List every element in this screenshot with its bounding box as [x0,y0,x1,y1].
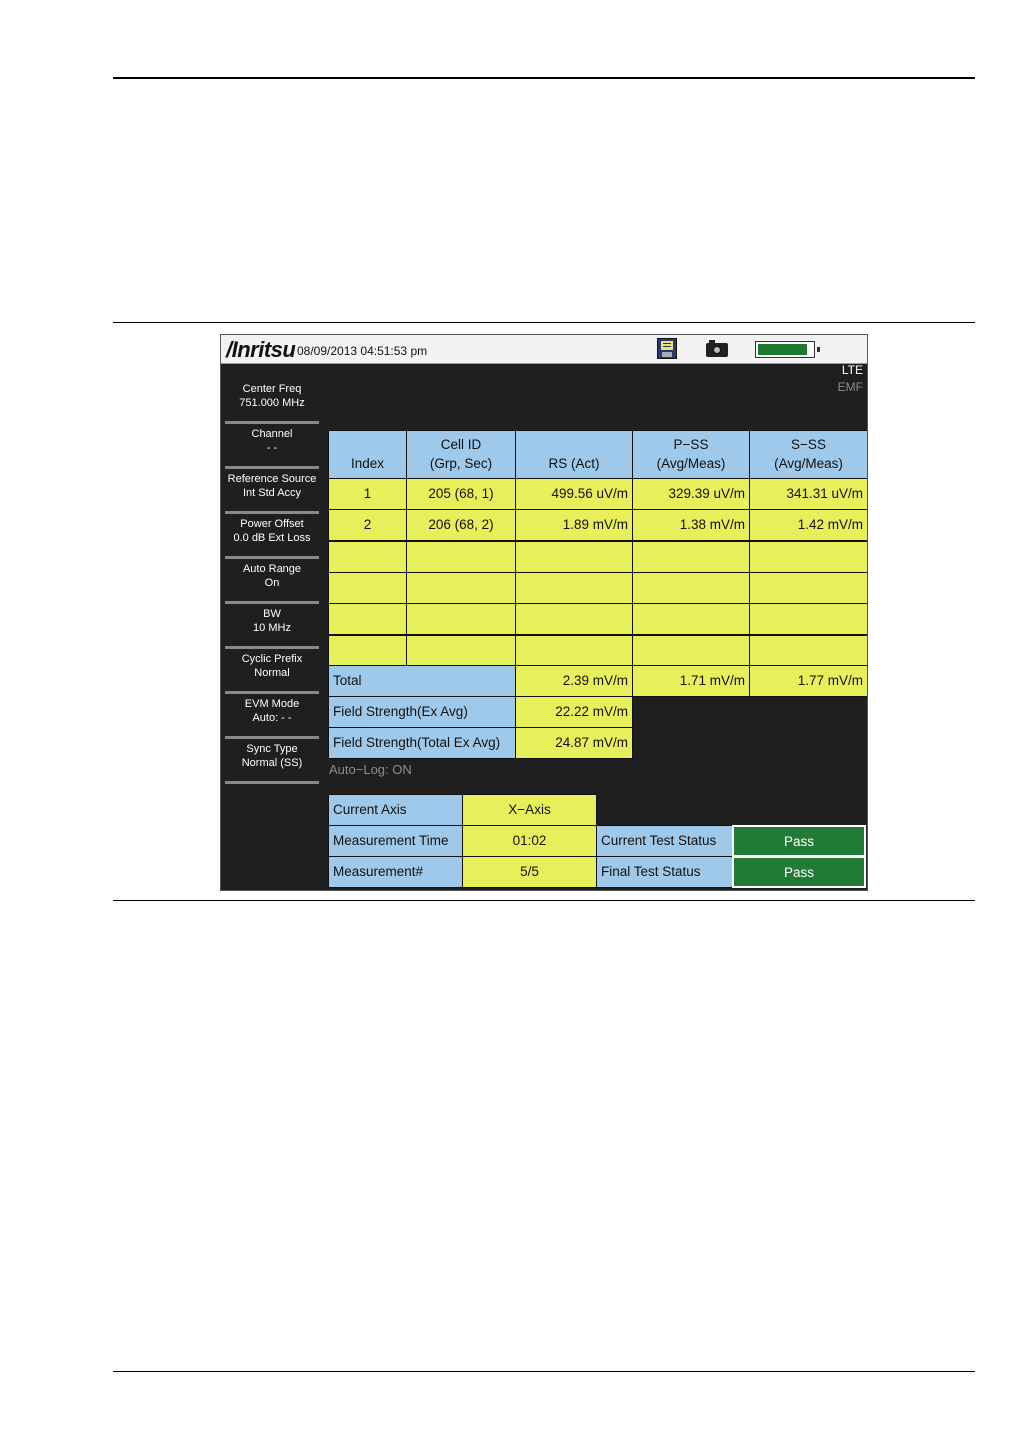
table-cell [749,572,868,604]
save-icon[interactable] [657,338,677,359]
current-axis-value: X−Axis [462,794,597,826]
side-key-value: Int Std Accy [242,487,302,499]
column-header-line1: Cell ID [440,437,482,452]
table-cell: 499.56 uV/m [515,478,633,510]
figure-bottom-rule [113,900,975,901]
side-key-value: Auto: - - [252,712,292,724]
final-test-status-label: Final Test Status [596,856,733,888]
table-cell [632,603,750,635]
side-key-value: Normal [254,667,290,679]
page-top-rule [113,77,975,79]
total-pss-value: 1.71 mV/m [632,665,750,697]
table-cell [515,635,633,667]
column-header-line2: (Grp, Sec) [429,456,493,471]
table-cell [515,572,633,604]
side-key-value: 0.0 dB Ext Loss [233,532,311,544]
column-header [515,430,633,479]
table-cell [749,541,868,573]
side-key-reference-source[interactable] [225,472,319,514]
side-key-center-freq[interactable] [225,382,319,424]
table-cell [328,635,407,667]
table-cell [328,603,407,635]
column-header [406,430,516,479]
table-cell [406,541,516,573]
table-cell: 1 [328,478,407,510]
table-cell [515,541,633,573]
table-cell: 329.39 uV/m [632,478,750,510]
mode-standard: LTE [841,363,863,377]
table-cell [632,541,750,573]
side-key-label: Power Offset [240,518,304,530]
current-test-status-badge: Pass [732,825,866,857]
column-header-line1 [329,435,406,454]
side-key-value: 10 MHz [253,622,291,634]
side-key-channel[interactable] [225,427,319,469]
table-cell [328,541,407,573]
table-cell [406,635,516,667]
page-footer-rule [113,1371,975,1372]
title-bar [221,335,867,364]
column-header-line1: P−SS [673,437,709,452]
table-cell [749,603,868,635]
column-header-line2: Index [350,456,385,471]
brand-logo: /Inritsu [226,337,296,362]
column-header [632,430,750,479]
table-cell: 1.38 mV/m [632,509,750,541]
side-key-value: - - [266,442,278,454]
table-cell: 1.42 mV/m [749,509,868,541]
table-cell: 1.89 mV/m [515,509,633,541]
figure-top-rule [113,322,975,323]
side-key-power-offset[interactable] [225,517,319,559]
measurement-time-value: 01:02 [462,825,597,857]
current-axis-label: Current Axis [328,794,463,826]
field-strength-ex-avg-label: Field Strength(Ex Avg) [328,696,516,728]
camera-icon[interactable] [706,343,728,357]
side-key-sync-type[interactable] [225,742,319,784]
side-key-label: Center Freq [242,383,302,395]
battery-icon [755,341,815,358]
table-cell [515,603,633,635]
side-key-label: EVM Mode [244,698,300,710]
column-header-line1 [516,435,632,454]
side-key-label: Sync Type [246,743,298,755]
table-cell [749,635,868,667]
table-cell: 341.31 uV/m [749,478,868,510]
column-header-line1: S−SS [791,437,826,452]
field-strength-total-ex-avg-label: Field Strength(Total Ex Avg) [328,727,516,759]
side-key-bw[interactable] [225,607,319,649]
side-key-auto-range[interactable] [225,562,319,604]
table-cell: 206 (68, 2) [406,509,516,541]
current-test-status-label: Current Test Status [596,825,733,857]
date-time: 08/09/2013 04:51:53 pm [297,344,428,358]
field-strength-ex-avg-value: 22.22 mV/m [515,696,633,728]
column-header-line2: (Avg/Meas) [774,456,843,471]
table-cell [406,603,516,635]
column-header-line2: RS (Act) [548,456,600,471]
column-header [749,430,868,479]
side-key-label: Cyclic Prefix [241,653,303,665]
total-rs-value: 2.39 mV/m [515,665,633,697]
table-cell [632,572,750,604]
instrument-screen [220,334,868,891]
field-strength-total-ex-avg-value: 24.87 mV/m [515,727,633,759]
mode-submode: EMF [837,380,863,394]
side-key-label: Auto Range [242,563,302,575]
side-key-value: On [264,577,280,589]
side-key-label: Channel [251,428,293,440]
column-header [328,430,407,479]
column-header-line2: (Avg/Meas) [656,456,726,471]
side-key-label: Reference Source [227,473,317,485]
total-label: Total [328,665,516,697]
total-sss-value: 1.77 mV/m [749,665,868,697]
side-key-label: BW [263,608,281,620]
side-key-value: Normal (SS) [241,757,303,769]
side-key-evm-mode[interactable] [225,697,319,739]
table-cell [328,572,407,604]
auto-log-status: Auto−Log: ON [329,762,412,777]
table-cell: 2 [328,509,407,541]
measurement-time-label: Measurement Time [328,825,463,857]
table-cell [406,572,516,604]
table-cell: 205 (68, 1) [406,478,516,510]
final-test-status-badge: Pass [732,856,866,888]
table-cell [632,635,750,667]
side-key-cyclic-prefix[interactable] [225,652,319,694]
measurement-number-value: 5/5 [462,856,597,888]
measurement-number-label: Measurement# [328,856,463,888]
side-key-value: 751.000 MHz [239,397,305,409]
